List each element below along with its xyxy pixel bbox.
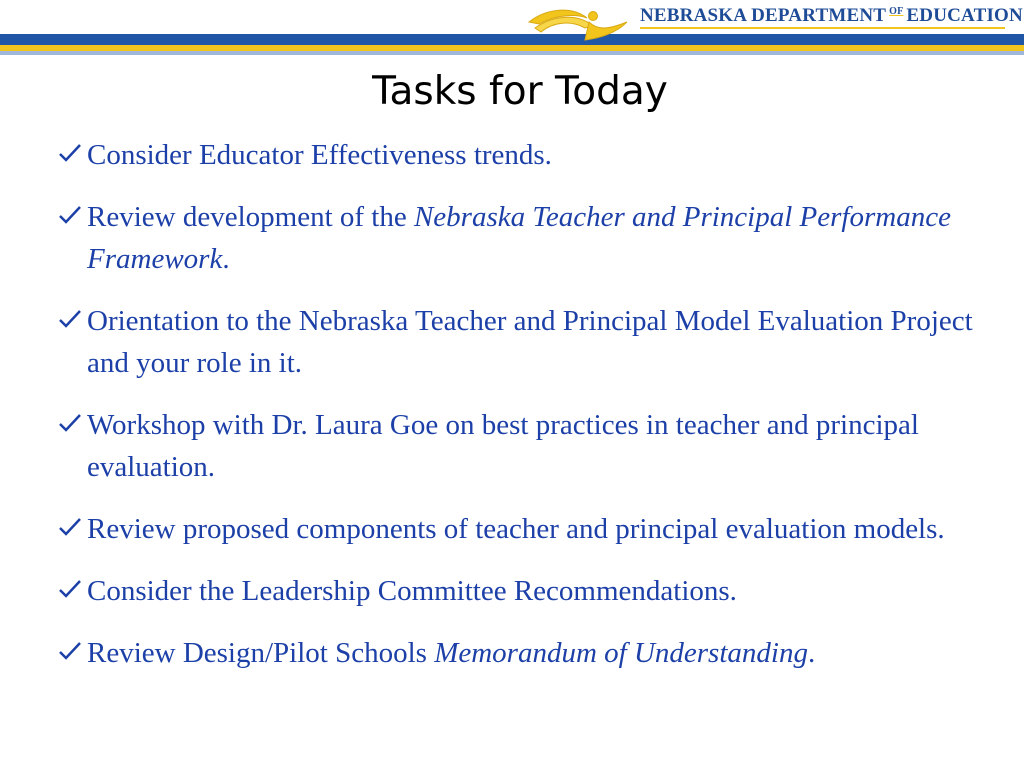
- task-item: [58, 300, 1008, 384]
- nde-swoosh-logo-icon: [527, 0, 637, 44]
- checkmark-icon: [58, 579, 82, 599]
- org-name-of: OF: [889, 6, 904, 17]
- header-stripe-blue: [0, 34, 1024, 45]
- task-text: Consider the Leadership Committee Recommendations.: [87, 575, 737, 607]
- header-stripe-light: [0, 51, 1024, 55]
- task-text: Review development of the: [87, 201, 414, 233]
- org-name-underline: [640, 27, 1005, 29]
- task-text: Review Design/Pilot Schools: [87, 637, 435, 669]
- checkmark-icon: [58, 309, 82, 329]
- task-text-end: .: [807, 637, 816, 669]
- checkmark-icon: [58, 641, 82, 661]
- task-list: [58, 134, 1008, 694]
- org-name: [640, 5, 1023, 27]
- task-text: Orientation to the Nebraska Teacher and Principal Model Evaluation Project and your role in it.: [87, 305, 973, 379]
- org-name-part2: EDUCATION: [906, 5, 1023, 26]
- task-text-end: .: [222, 243, 230, 275]
- org-name-part1: NEBRASKA DEPARTMENT: [640, 5, 887, 26]
- checkmark-icon: [58, 143, 82, 163]
- task-text-italic: Memorandum of Understanding: [434, 637, 808, 669]
- task-text: Review proposed components of teacher and principal evaluation models.: [87, 513, 945, 545]
- task-text-italic: Nebraska Teacher and Principal Performance Framework: [87, 201, 951, 275]
- task-text: Workshop with Dr. Laura Goe on best practices in teacher and principal evaluation.: [87, 409, 919, 483]
- task-item: [58, 508, 1008, 550]
- checkmark-icon: [58, 413, 82, 433]
- task-text: Consider Educator Effectiveness trends.: [87, 139, 552, 171]
- checkmark-icon: [58, 205, 82, 225]
- task-item: [58, 632, 1008, 674]
- slide-title: Tasks for Today: [372, 69, 668, 114]
- task-item: [58, 134, 1008, 176]
- task-item: [58, 196, 1008, 280]
- checkmark-icon: [58, 517, 82, 537]
- task-item: [58, 404, 1008, 488]
- task-item: [58, 570, 1008, 612]
- header-banner: [0, 0, 1024, 60]
